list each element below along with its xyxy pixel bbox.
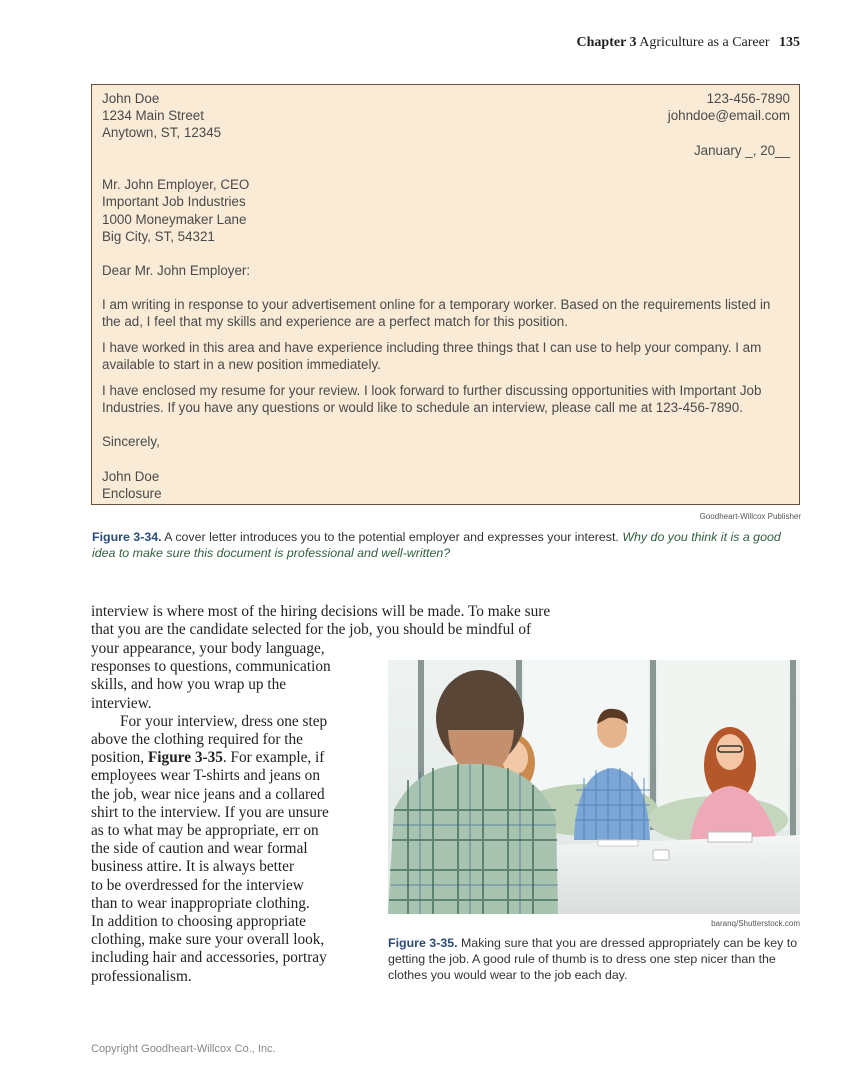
letter-paragraph-3: I have enclosed my resume for your review. I look forward to further discussing opportunities with Important Job Industries. If you have any questions or would like to schedule an interview, please call me at 123-456-7890.: [102, 383, 762, 416]
body-line: to be overdressed for the interview: [91, 876, 304, 894]
body-line: including hair and accessories, portray: [91, 949, 327, 967]
sender-city: Anytown, ST, 12345: [102, 125, 222, 140]
figure-label: Figure 3-35.: [388, 936, 458, 950]
body-line: responses to questions, communication: [91, 658, 331, 676]
body-line: that you are the candidate selected for the job, you should be mindful of: [91, 621, 532, 639]
letter-paragraph-1: I am writing in response to your advertisement online for a temporary worker. Based on the requirements listed in the ad, I feel that my skills and experience are a perfect match for this position.: [102, 297, 771, 330]
body-line: employees wear T-shirts and jeans on: [91, 767, 320, 785]
body-line: interview is where most of the hiring decisions will be made. To make sure: [91, 603, 551, 620]
body-text: position,: [91, 749, 148, 767]
figure-caption-text: Making sure that you are dressed appropriately can be key to getting the job. A good rule of thumb is to dress one step nicer than the clothes you would wear to the job each day.: [388, 936, 798, 982]
body-line: than to wear inappropriate clothing.: [91, 894, 310, 912]
letter-enclosure: Enclosure: [102, 486, 162, 501]
body-line: as to what may be appropriate, err on: [91, 822, 319, 840]
figure-question: Why do you think it is a good idea to make sure this document is professional and well-written?: [92, 530, 781, 560]
body-line: For your interview, dress one step: [120, 712, 328, 730]
body-line: the job, wear nice jeans and a collared: [91, 785, 325, 803]
sender-name: John Doe: [102, 91, 160, 106]
body-line: shirt to the interview. If you are unsure: [91, 803, 329, 821]
interview-photo: [388, 660, 800, 914]
letter-date: January _, 20__: [693, 143, 790, 158]
recipient-street: 1000 Moneymaker Lane: [102, 212, 247, 227]
page-number: 135: [779, 35, 800, 50]
sender-street: 1234 Main Street: [102, 108, 204, 123]
body-line: the side of caution and wear formal: [91, 840, 308, 858]
body-line: your appearance, your body language,: [91, 640, 325, 657]
body-line: clothing, make sure your overall look,: [91, 931, 325, 949]
letter-closing: Sincerely,: [102, 434, 160, 449]
body-line-figure-ref: [91, 749, 366, 767]
recipient-city: Big City, ST, 54321: [102, 229, 215, 244]
chapter-label: Chapter 3: [576, 35, 637, 50]
body-text-column: [91, 640, 366, 986]
photo-credit: baranq/Shutterstock.com: [711, 919, 800, 928]
figure-reference: Figure 3-35: [147, 749, 223, 767]
cover-letter-box: [91, 84, 800, 505]
salutation: Dear Mr. John Employer:: [102, 263, 251, 278]
running-head: [577, 35, 800, 51]
recipient-name: Mr. John Employer, CEO: [102, 177, 250, 192]
body-line: interview.: [91, 694, 152, 712]
sender-email: johndoe@email.com: [667, 108, 790, 123]
body-line: above the clothing required for the: [91, 731, 303, 749]
letter-signature: John Doe: [102, 469, 160, 484]
letter-paragraph-2: I have worked in this area and have experience including three things that I can use to help your company. I am available to start in a new position immediately.: [102, 340, 762, 373]
figure-caption-text: A cover letter introduces you to the potential employer and expresses your interest.: [161, 530, 623, 544]
body-line: In addition to choosing appropriate: [91, 913, 306, 931]
chapter-title: Agriculture as a Career: [639, 35, 770, 50]
figure-credit: Goodheart-Willcox Publisher: [699, 512, 801, 521]
body-line: skills, and how you wrap up the: [91, 676, 287, 694]
figure-label: Figure 3-34.: [92, 530, 162, 544]
body-line: professionalism.: [91, 967, 192, 985]
body-line: business attire. It is always better: [91, 858, 295, 876]
body-text: . For example, if: [222, 749, 325, 767]
figure-caption: [388, 935, 802, 983]
copyright-footer: Copyright Goodheart-Willcox Co., Inc.: [91, 1043, 276, 1055]
figure-caption: [92, 529, 804, 561]
recipient-company: Important Job Industries: [102, 194, 246, 209]
body-text-full: [91, 603, 611, 639]
sender-phone: 123-456-7890: [706, 91, 790, 106]
